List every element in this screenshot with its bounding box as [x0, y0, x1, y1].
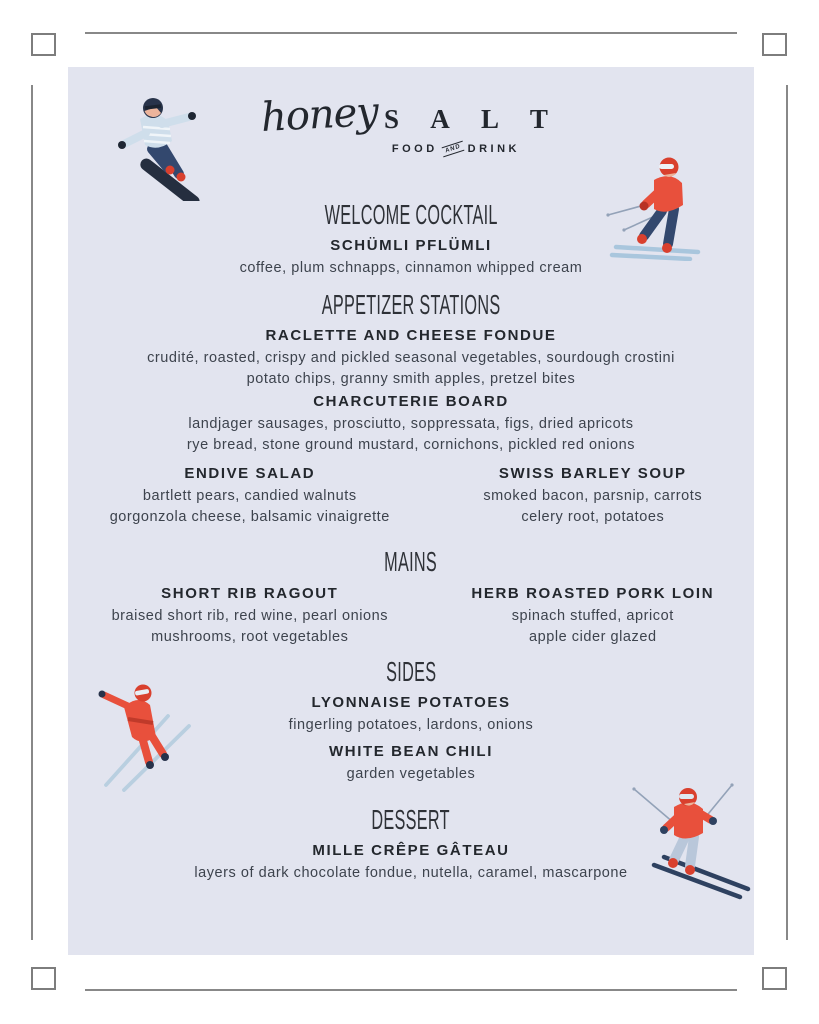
mains-row [68, 585, 754, 648]
section-white-bean-chili [68, 743, 754, 785]
crop-mark-line-top [85, 32, 737, 34]
dish-pork-loin [432, 585, 754, 648]
dish-pork-loin-desc: spinach stuffed, apricot apple cider glazed [511, 608, 674, 645]
dessert-title: DESSERT [371, 804, 451, 835]
dish-lyonnaise-name: LYONNAISE POTATOES [311, 694, 511, 711]
crop-mark-square-top-right [762, 33, 787, 56]
dish-raclette-desc: crudité, roasted, crispy and pickled seasonal vegetables, sourdough crostini potato chips, granny smith apples, pretzel bites [147, 350, 675, 387]
section-salad-soup-row [68, 465, 754, 528]
dish-swiss-barley-soup-name: SWISS BARLEY SOUP [498, 465, 687, 482]
dish-endive-salad [68, 465, 432, 528]
dish-pork-loin-name: HERB ROASTED PORK LOIN [471, 585, 715, 602]
section-appetizer-stations [68, 289, 754, 390]
sides-title: SIDES [385, 656, 437, 687]
logo-wordmark-salt: S A L T [384, 104, 561, 134]
section-charcuterie-board [68, 393, 754, 456]
section-mains [68, 546, 754, 648]
dish-endive-salad-desc: bartlett pears, candied walnuts gorgonzola cheese, balsamic vinaigrette [109, 488, 390, 525]
crop-mark-square-bottom-left [31, 967, 56, 990]
appetizer-stations-title: APPETIZER STATIONS [321, 289, 501, 320]
section-dessert [68, 804, 754, 884]
crop-mark-square-bottom-right [762, 967, 787, 990]
menu-panel [68, 67, 754, 955]
dish-white-bean-chili-name: WHITE BEAN CHILI [329, 743, 493, 760]
crop-mark-line-right [786, 85, 788, 940]
mains-title: MAINS [384, 546, 438, 577]
dish-schumli-pflumli-desc: coffee, plum schnapps, cinnamon whipped cream [239, 260, 583, 276]
section-welcome-cocktail [68, 199, 754, 279]
dish-charcuterie-desc: landjager sausages, prosciutto, soppressata, figs, dried apricots rye bread, stone ground mustard, cornichons, pickled red onions [186, 416, 636, 453]
crop-mark-line-left [31, 85, 33, 940]
dish-lyonnaise-desc: fingerling potatoes, lardons, onions [288, 717, 534, 733]
logo-tagline [302, 143, 520, 155]
dish-white-bean-chili-desc: garden vegetables [346, 766, 476, 782]
crop-mark-line-bottom [85, 989, 737, 991]
dish-charcuterie-name: CHARCUTERIE BOARD [313, 393, 509, 410]
dish-mille-crepe-name: MILLE CRÊPE GÂTEAU [312, 842, 510, 859]
tagline-drink: DRINK [467, 143, 520, 155]
welcome-cocktail-title: WELCOME COCKTAIL [324, 199, 498, 230]
logo [68, 88, 754, 155]
section-sides [68, 656, 754, 736]
dish-endive-salad-name: ENDIVE SALAD [184, 465, 316, 482]
dish-short-rib-ragout [68, 585, 432, 648]
dish-swiss-barley-soup-desc: smoked bacon, parsnip, carrots celery root, potatoes [483, 488, 703, 525]
and-badge: AND [441, 141, 464, 158]
crop-mark-square-top-left [31, 33, 56, 56]
dish-swiss-barley-soup [432, 465, 754, 528]
tagline-food: FOOD [391, 143, 438, 155]
dish-short-rib-ragout-name: SHORT RIB RAGOUT [161, 585, 339, 602]
dish-mille-crepe-desc: layers of dark chocolate fondue, nutella, caramel, mascarpone [194, 865, 628, 881]
dish-raclette-name: RACLETTE AND CHEESE FONDUE [265, 327, 557, 344]
dish-short-rib-ragout-desc: braised short rib, red wine, pearl onions mushrooms, root vegetables [111, 608, 388, 645]
dish-schumli-pflumli: SCHÜMLI PFLÜMLI [330, 237, 492, 254]
logo-script-honey: honey [260, 88, 380, 142]
